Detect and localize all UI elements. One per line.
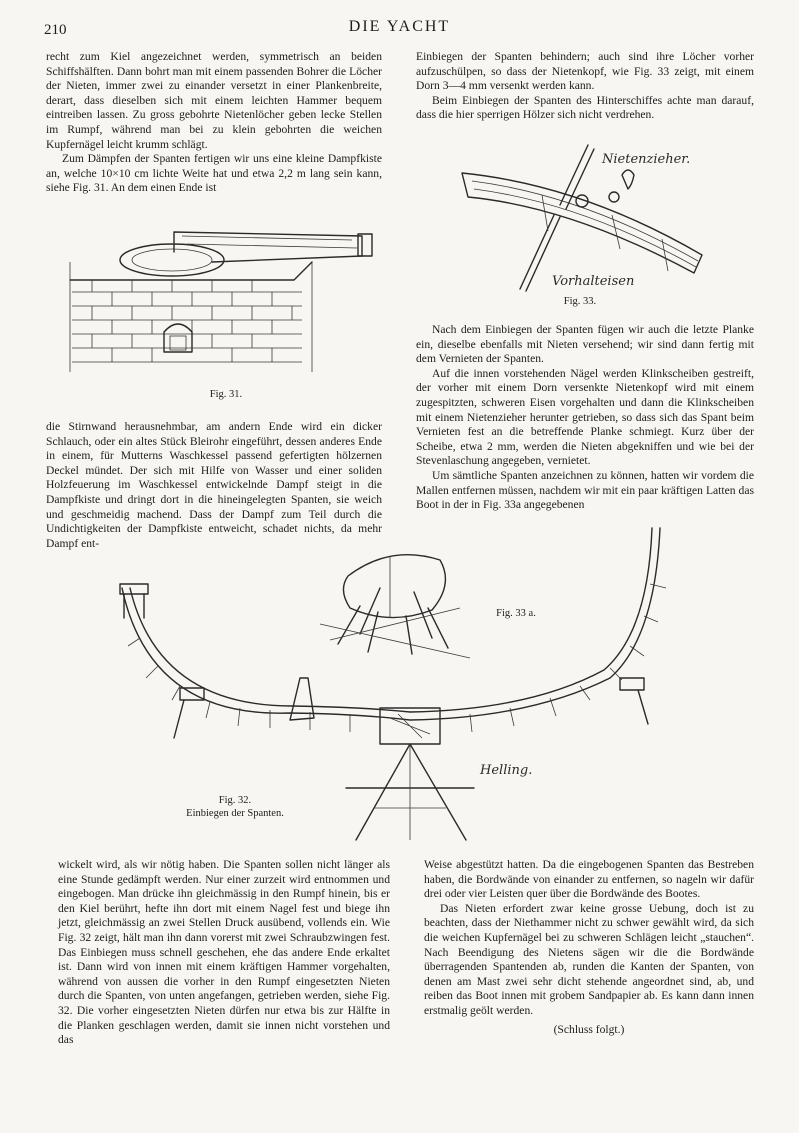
fig33-label-nietenzieher: Nietenzieher.	[602, 152, 691, 167]
paragraph: Um sämtliche Spanten anzeichnen zu können, hatten wir vordem die Mallen entfernen müssen, nachdem wir mit ein paar kräftigen Latten das Boot in der in Fig. 33a angegebenen	[416, 468, 754, 512]
fig32-label-helling: Helling.	[480, 763, 533, 778]
fig33a-caption: Fig. 33 a.	[496, 608, 536, 619]
left-column-top	[46, 50, 382, 196]
fig33-label-vorhalteisen: Vorhalteisen	[552, 274, 635, 289]
page-number: 210	[44, 22, 67, 38]
fig31-steam-box-drawing	[62, 222, 382, 387]
fig32-caption-subtitle: Einbiegen der Spanten.	[186, 808, 284, 819]
paragraph: wickelt wird, als wir nötig haben. Die Spanten sollen nicht länger als eine Stunde gedämpft werden. Nur einer zurzeit wird entnommen und eingebogen. Man drücke ihn gleichmässig in den Rumpf hinein, bis er den Kiel berührt, hefte ihn dort mit einem Nagel fest und biege ihn jetzt, gleichmässig an zwei Stellen Druck ausübend, vollends ein. Wie Fig. 32 zeigt, hält man ihn dann vorerst mit zwei Schraubzwingen fest. Das Einbiegen muss schnell geschehen, ehe das andere Ende erkaltet ist. Dann wird von innen mit einem kräftigen Hammer vorgehalten, während von aussen die vorher in den Rumpf eingesetzten Nieten durch die Spanten, von unten angefangen, getrieben werden, siehe Fig. 32. Die vorher eingesetzten Nieten dürfen nur etwa bis zur Hälfte in die Planken geschlagen werden, damit sie innen nicht vorstehen und das	[58, 858, 390, 1047]
paragraph: Nach dem Einbiegen der Spanten fügen wir auch die letzte Planke ein, dieselbe ebenfalls mit Nieten versehend; wir sind dann fertig mit dem Vernieten der Spanten.	[416, 323, 754, 366]
right-column-top	[416, 50, 754, 123]
paragraph: die Stirnwand herausnehmbar, am andern Ende wird ein dicker Schlauch, oder ein altes Stück Bleirohr eingeführt, dessen anderes Ende in einem, für Mutterns Waschkessel passend gefertigten hölzernen Deckel mündet. Der sich mit Hilfe von Wasser und einer soliden Holzfeuerung im Waschkessel entwickelnde Dampf steigt in die Dampfkiste und dringt dort in die hineingelegten Spanten, sie weich und geschmeidig machend. Dass der Dampf zum Teil durch die Undichtigkeiten der Dampfkiste entweicht, schadet nichts, da mehr Dampf ent-	[46, 420, 382, 550]
fig32-caption	[150, 794, 320, 820]
running-title: DIE YACHT	[348, 18, 451, 35]
paragraph: Das Nieten erfordert zwar keine grosse Uebung, doch ist zu beachten, dass der Niethammer nicht zu schwer gewählt wird, da sich die weichen Kupfernägel bei zu schweren Schlägen leicht „stauchen“. Nach Beendigung des Nietens sägen wir die die Bordwände überragenden Spantenden ab, runden die Kanten der Spanten, von denen am Mast zwei sehr dicht stehende angeordnet sind, ab, und reiben das Boot innen mit grobem Sandpapier ab. Es kann dann innen erstmalig geölt werden.	[424, 901, 754, 1017]
paragraph: Beim Einbiegen der Spanten des Hinterschiffes achte man darauf, dass die hier sperrigen Hölzer sich nicht verdrehen.	[416, 93, 754, 122]
fig33-rivet-tools-drawing	[462, 135, 712, 300]
paragraph: Weise abgestützt hatten. Da die eingebogenen Spanten das Bestreben haben, die Bordwände von einander zu entfernen, so nageln wir dafür drei oder vier Leisten quer über die Bordwände des Bootes.	[424, 858, 754, 901]
fig33-caption: Fig. 33.	[563, 296, 597, 307]
fig32-caption-title: Fig. 32.	[218, 795, 252, 806]
paragraph: Zum Dämpfen der Spanten fertigen wir uns eine kleine Dampfkiste an, welche 10×10 cm lichte Weite hat und etwa 2,2 m lang sein kann, siehe Fig. 31. An dem einen Ende ist	[46, 152, 382, 195]
paragraph: Einbiegen der Spanten behindern; auch sind ihre Löcher vorher aufzuschülpen, so dass der Nietenkopf, wie Fig. 33 zeigt, mit einem Dorn 3—4 mm versenkt werden kann.	[416, 50, 754, 93]
paragraph: Auf die innen vorstehenden Nägel werden Klinkscheiben gestreift, der vorher mit einem Dorn versenkte Nietenkopf wird mit einem zugespitzten, schweren Eisen vorgehalten und dann die Klinkscheiben mit einem Nietenzieher herunter getrieben, so dass sich das Spant beim Vernieten fest an die betreffende Planke schmiegt. Kurz über der Scheibe, etwa 2 mm, werden die Nieten abgekniffen und wie bei der Stevenlaschung angegeben, vernietet.	[416, 366, 754, 468]
left-column-bottom	[58, 858, 390, 1048]
paragraph: recht zum Kiel angezeichnet werden, symmetrisch an beiden Schiffshälften. Dann bohrt man mit einem passenden Bohrer die Löcher der Nieten, immer zwei zu einander versetzt in einer Plankenbreite, derart, dass dieselben sich mit einem leichten Hammer bequem eintreiben lassen. Zu gross gebohrte Nietenlöcher geben lecke Stellen im Rumpf, während man bei zu klein gebohrten die weichen Kupfernägel leicht krumm schlägt.	[46, 50, 382, 151]
fig31-caption: Fig. 31.	[209, 389, 243, 400]
closing-note: (Schluss folgt.)	[553, 1022, 625, 1036]
right-column-bottom	[424, 858, 754, 1037]
right-column-mid	[416, 323, 754, 513]
